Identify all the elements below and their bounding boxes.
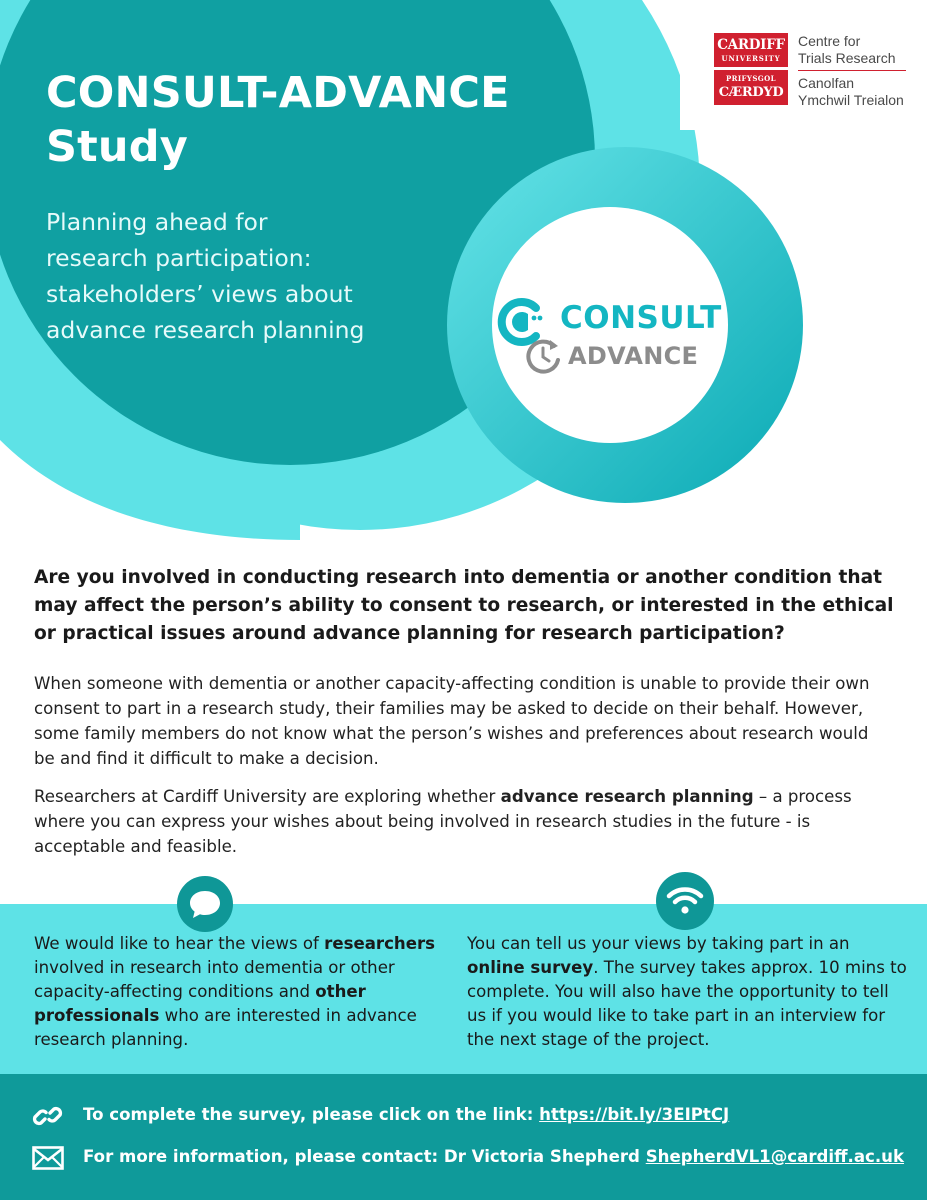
left-text-2: involved in research into dementia or other capacity-affecting conditions and — [34, 958, 395, 1001]
right-text-2: . The survey takes approx. 10 mins to complete. You will also have the opportunity to tell us if you would like to take part in an interview for the next stage of the project. — [467, 958, 907, 1049]
centre-cy-line1: Canolfan — [798, 75, 855, 91]
intro-question: Are you involved in conducting research into dementia or another condition that may affect the person’s ability to consent to research, or interested in the ethical or practical issues around advance planning for research participation? — [34, 567, 894, 644]
centre-name-welsh — [798, 71, 906, 109]
right-bold-online-survey: online survey — [467, 958, 594, 977]
centre-names — [798, 33, 906, 109]
crest-english — [714, 33, 788, 67]
subtitle-line2: research participation: — [46, 244, 312, 272]
para2-text-a: Researchers at Cardiff University are exploring whether — [34, 787, 501, 806]
subtitle-line4: advance research planning — [46, 316, 365, 344]
crest-prifysgol: PRIFYSGOL — [726, 74, 776, 83]
intro-paragraph-2 — [34, 784, 894, 859]
centre-cy-line2: Ymchwil Treialon — [798, 92, 904, 108]
views-request-text — [34, 932, 436, 1052]
left-text-1: We would like to hear the views of — [34, 934, 325, 953]
contact-email-link[interactable]: ShepherdVL1@cardiff.ac.uk — [645, 1147, 905, 1166]
survey-info-text — [467, 932, 907, 1052]
university-crest — [714, 33, 788, 105]
chat-bubble-icon — [177, 876, 233, 932]
contact-footer — [0, 1074, 927, 1200]
crest-university: UNIVERSITY — [721, 54, 781, 63]
consult-wordmark: CONSULT — [560, 300, 722, 336]
study-title-line1: CONSULT-ADVANCE — [46, 68, 510, 118]
study-title-line2: Study — [46, 122, 188, 172]
study-title — [46, 66, 510, 174]
centre-en-line2: Trials Research — [798, 50, 896, 66]
contact-label: For more information, please contact: Dr Victoria Shepherd — [83, 1147, 646, 1166]
survey-link-label: To complete the survey, please click on the link: — [83, 1105, 540, 1124]
crest-cardiff: CARDIFF — [717, 37, 785, 53]
crest-welsh — [714, 70, 788, 105]
link-icon — [32, 1102, 64, 1130]
subtitle-line3: stakeholders’ views about — [46, 280, 353, 308]
envelope-icon — [32, 1146, 64, 1170]
para2-text-b: – a process where you can express your wishes about being involved in research studies in the future - is acceptable and feasible. — [34, 787, 852, 856]
cardiff-university-logo — [714, 33, 906, 108]
centre-en-line1: Centre for — [798, 33, 861, 49]
right-text-1: You can tell us your views by taking part in an — [467, 934, 850, 953]
subtitle-line1: Planning ahead for — [46, 208, 268, 236]
study-subtitle — [46, 204, 466, 348]
wifi-icon-badge — [656, 872, 714, 930]
clock-refresh-icon — [524, 338, 564, 374]
chat-bubble-icon-badge — [177, 876, 233, 932]
survey-link[interactable]: https://bit.ly/3EIPtCJ — [539, 1105, 730, 1124]
intro-paragraph-1: When someone with dementia or another capacity-affecting condition is unable to provide their own consent to part in a research study, their families may be asked to decide on their behalf. However, some family members do not know what the person’s wishes and preferences about research would be and find it difficult to make a decision. — [34, 674, 870, 768]
left-bold-researchers: researchers — [324, 934, 436, 953]
para2-bold: advance research planning — [500, 787, 754, 806]
wifi-icon — [656, 872, 714, 930]
contact-row — [83, 1146, 904, 1168]
left-bold-professionals: other professionals — [34, 982, 366, 1025]
survey-link-row — [83, 1104, 729, 1126]
consult-advance-logo — [490, 290, 730, 380]
left-text-3: who are interested in advance research planning. — [34, 1006, 417, 1049]
advance-wordmark: ADVANCE — [568, 342, 699, 370]
centre-name-english — [798, 33, 906, 71]
crest-caerdydd: CÆRDYD — [718, 85, 784, 100]
